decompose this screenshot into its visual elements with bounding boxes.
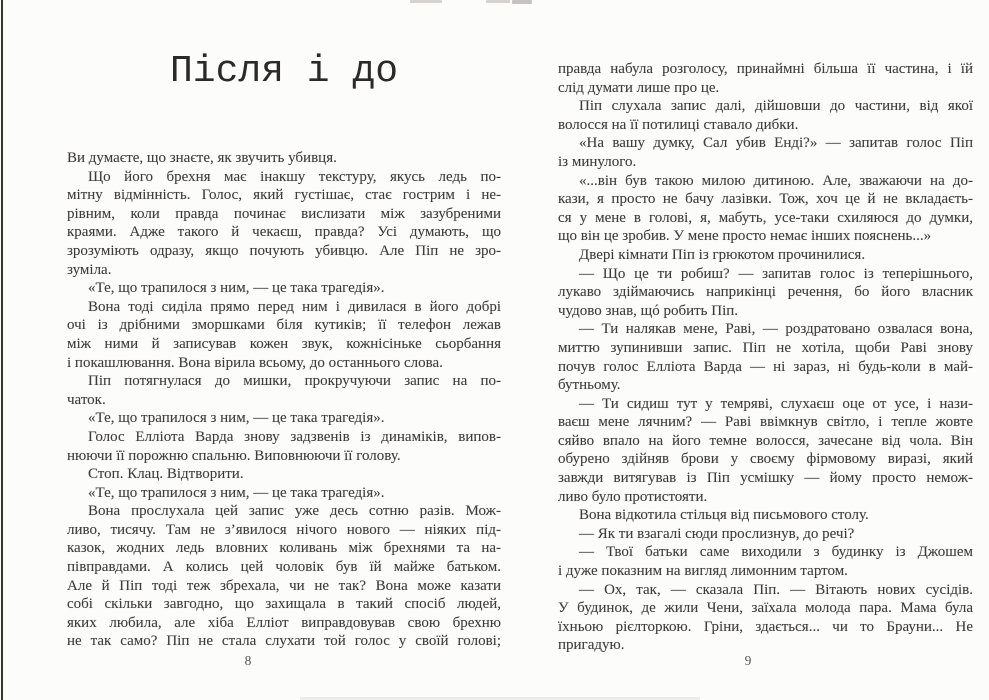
text-line: бутньому. bbox=[558, 377, 621, 394]
text-line: собі скільки завгодно, що захищала в такий спосіб людей, bbox=[67, 596, 501, 613]
text-line: почув голос Елліота Варда — ні зараз, ні будь-коли в май- bbox=[558, 358, 973, 375]
text-line: мітну відмінність. Голос, який густішає, стає гострим і не- bbox=[67, 187, 501, 204]
left-page-text bbox=[67, 149, 501, 649]
right-page-text bbox=[558, 60, 973, 655]
text-line: У будинок, де жили Чени, заїхала молода пара. Мама була bbox=[558, 600, 973, 617]
text-line: із минулого. bbox=[558, 153, 637, 170]
text-line: краями. Адже такого й чекаєш, правда? Усі думають, що bbox=[67, 224, 501, 241]
text-line: Двері кімнати Піп із грюкотом прочинилися. bbox=[579, 246, 866, 263]
text-line: Стоп. Клац. Відтворити. bbox=[88, 466, 244, 483]
text-line: сяйво впало на його темне волосся, зачесане від чола. Він bbox=[558, 432, 973, 449]
text-line: їхньою рієлторкою. Гріни, здається... чи то Брауни... Не bbox=[558, 618, 973, 635]
text-line: «...він був такою милою дитиною. Але, зважаючи на до- bbox=[579, 172, 973, 189]
text-line: «Те, що трапилося з ним, — це така трагедія». bbox=[88, 280, 385, 297]
text-line: зуміла. bbox=[67, 261, 112, 278]
text-line: Голос Елліота Варда знову задзвенів із динаміків, випов- bbox=[88, 428, 501, 445]
text-line: «Те, що трапилося з ним, — це така трагедія». bbox=[88, 484, 385, 501]
text-line: ся у мене в голові, я, мабуть, усе-таки схиляюся до думки, bbox=[558, 209, 973, 226]
page-number-left: 8 bbox=[244, 653, 252, 668]
text-line: — Що це ти робиш? — запитав голос із теперішнього, bbox=[579, 265, 973, 282]
text-line: не так само? Піп не стала слухати той голос у своїй голові; bbox=[67, 633, 501, 649]
text-line: Але й Піп тоді теж збрехала, чи не так? Вона може казати bbox=[67, 577, 501, 594]
chapter-title: Після і до bbox=[169, 50, 399, 93]
text-line: — Ох, так, — сказала Піп. — Вітають нових сусідів. bbox=[579, 581, 973, 598]
text-line: миттю зупинивши запис. Піп не хотіла, щоби Раві знову bbox=[558, 339, 973, 356]
text-line: яких любила, але хіба Елліот виправдовував свою брехню bbox=[67, 614, 501, 631]
text-line: нюючи її порожню спальню. Виповнюючи її голову. bbox=[67, 447, 401, 464]
text-line: — Твої батьки саме виходили з будинку із Джошем bbox=[579, 544, 973, 561]
text-line: — Ти налякав мене, Раві, — роздратовано озвалася вона, bbox=[579, 321, 973, 338]
text-line: зрозуміють одразу, якщо почують убивцю. Але Піп не зро- bbox=[67, 242, 501, 259]
scan-artifact bbox=[486, 0, 510, 3]
text-line: лукаво здіймаючись наприкінці речення, бо його власник bbox=[558, 284, 973, 301]
text-line: завжди витягував із Піп усмішку — йому просто немож- bbox=[558, 470, 973, 487]
text-line: — Як ти взагалі сюди прослизнув, до речі? bbox=[579, 525, 855, 542]
text-line: «Те, що трапилося з ним, — це така трагедія». bbox=[88, 410, 385, 427]
text-line: ливо було протистояти. bbox=[558, 488, 708, 505]
text-line: рівним, коли правда починає вислизати між зазубреними bbox=[67, 205, 501, 222]
scan-edge-line bbox=[1, 0, 3, 700]
text-line: ваєш мене лячним? — Раві ввімкнув світло, і тепле жовте bbox=[558, 414, 973, 431]
text-line: кази, я просто не бачу лазівки. Тож, хоч це й не вкладаєть- bbox=[558, 191, 973, 208]
text-line: Ви думаєте, що знаєте, як звучить убивця. bbox=[67, 150, 337, 166]
text-line: і покашлювання. Вона вірила всьому, до останнього слова. bbox=[67, 354, 443, 371]
scan-artifact bbox=[410, 0, 442, 3]
text-line: Що його брехня має інакшу текстуру, якусь ледь по- bbox=[88, 168, 501, 185]
text-line: і дуже показним на вигляд лимонним тартом. bbox=[558, 563, 848, 580]
text-line: казок, жодних ледь вловних коливань між брехнями та на- bbox=[67, 540, 501, 557]
text-line: чудово знав, щó робить Піп. bbox=[558, 302, 739, 319]
scan-artifact bbox=[512, 0, 532, 4]
text-line: слід думати лише про це. bbox=[558, 79, 720, 96]
text-line: Вона прослухала цей запис уже десь сотню разів. Мож- bbox=[88, 503, 501, 520]
text-line: обурено здійняв брови у своєму фірмовому виразі, який bbox=[558, 451, 973, 468]
text-line: ливо, тисячу. Там не з’явилося нічого нового — ніяких під- bbox=[67, 521, 501, 538]
text-line: Піп слухала запис далі, дійшовши до частини, від якої bbox=[579, 98, 973, 115]
text-line: пригадую. bbox=[558, 637, 625, 654]
text-line: Піп потягнулася до мишки, прокручуючи запис на по- bbox=[88, 373, 501, 390]
text-line: чаток. bbox=[67, 391, 106, 408]
text-line: півправдами. А колись цей чоловік був їй майже батьком. bbox=[67, 559, 501, 576]
text-line: Вона відкотила стільця від письмового столу. bbox=[579, 507, 869, 524]
text-line: Вона тоді сиділа прямо перед ним і дивилася в його добрі bbox=[88, 298, 501, 315]
text-line: очі із дрібними зморшками біля кутиків; її телефон лежав bbox=[67, 317, 501, 334]
page-number-right: 9 bbox=[744, 653, 752, 668]
text-line: волосся на її потилиці ставало дибки. bbox=[558, 116, 799, 133]
text-line: — Ти сидиш тут у темряві, слухаєш оце от усе, і нази- bbox=[579, 395, 973, 412]
text-line: «На вашу думку, Сал убив Енді?» — запитав голос Піп bbox=[579, 135, 973, 152]
text-line: що він це зробив. У мене просто немає інших пояснень...» bbox=[558, 228, 932, 245]
text-line: між ними й записував кожен звук, кожнісіньке сьорбання bbox=[67, 335, 501, 352]
text-line: правда набула розголосу, принаймні більша її частина, і їй bbox=[558, 61, 973, 77]
